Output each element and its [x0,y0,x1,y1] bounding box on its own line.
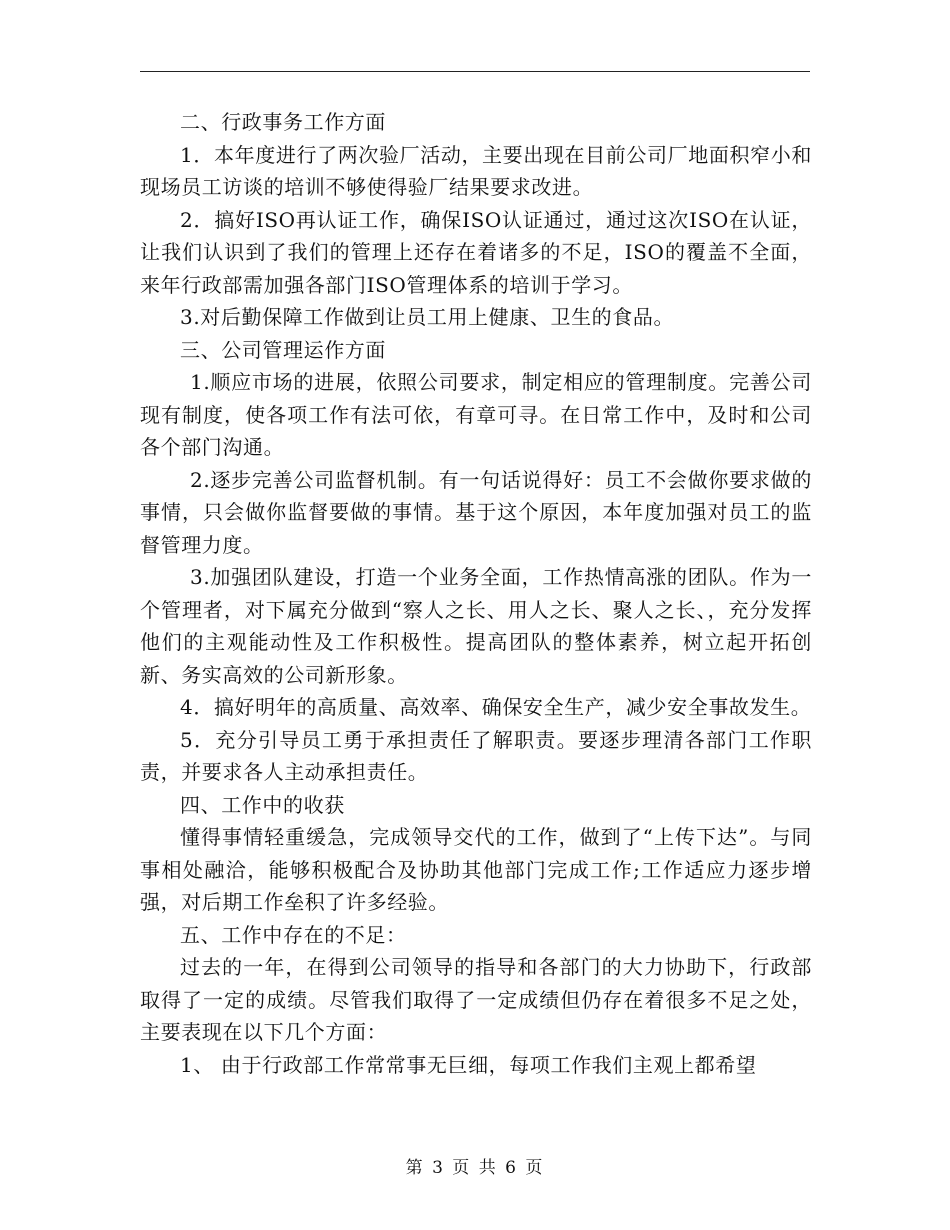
header-rule [140,71,810,72]
paragraph-shortcomings-intro: 过去的一年，在得到公司领导的指导和各部门的大力协助下，行政部取得了一定的成绩。尽管我们取得了一定成绩但仍存在着很多不足之处，主要表现在以下几个方面： [140,955,812,1044]
paragraph-iso-certification: 2．搞好ISO再认证工作，确保ISO认证通过，通过这次ISO在认证，让我们认识到了我们的管理上还存在着诸多的不足，ISO的覆盖不全面，来年行政部需加强各部门ISO管理体系的培训于学习。 [140,207,812,297]
document-body [140,106,812,1081]
paragraph-gains: 懂得事情轻重缓急，完成领导交代的工作，做到了“上传下达”。与同事相处融洽，能够积极配合及协助其他部门完成工作;工作适应力逐步增强，对后期工作垒积了许多经验。 [140,825,812,914]
paragraph-shortcoming-1: 1、 由于行政部工作常常事无巨细，每项工作我们主观上都希望 [180,1052,757,1077]
section-heading-shortcomings: 五、工作中存在的不足： [180,922,407,947]
section-heading-gains: 四、工作中的收获 [180,792,345,817]
paragraph-management-system: 1.顺应市场的进展，依照公司要求，制定相应的管理制度。完善公司现有制度，使各项工作有法可依，有章可寻。在日常工作中，及时和公司各个部门沟通。 [140,370,812,459]
page-number-footer: 第 3 页 共 6 页 [405,1158,545,1178]
paragraph-factory-audit: 1．本年度进行了两次验厂活动，主要出现在目前公司厂地面积窄小和现场员工访谈的培训不够使得验厂结果要求改进。 [140,142,812,199]
paragraph-safety: 4．搞好明年的高质量、高效率、确保安全生产，减少安全事故发生。 [180,695,812,719]
paragraph-supervision: 2.逐步完善公司监督机制。有一句话说得好：员工不会做你要求做的事情，只会做你监督要做的事情。基于这个原因，本年度加强对员工的监督管理力度。 [140,467,812,557]
paragraph-logistics: 3.对后勤保障工作做到让员工用上健康、卫生的食品。 [180,305,675,329]
paragraph-responsibility: 5．充分引导员工勇于承担责任了解职责。要逐步理清各部门工作职责，并要求各人主动承担责任。 [140,727,812,784]
section-heading-admin-affairs: 二、行政事务工作方面 [180,110,386,134]
paragraph-team-building: 3.加强团队建设，打造一个业务全面，工作热情高涨的团队。作为一个管理者，对下属充分做到“察人之长、用人之长、聚人之长、，充分发挥他们的主观能动性及工作积极性。提高团队的整体素养，树立起开拓创新、务实高效的公司新形象。 [140,565,812,687]
section-heading-management: 三、公司管理运作方面 [180,337,386,362]
